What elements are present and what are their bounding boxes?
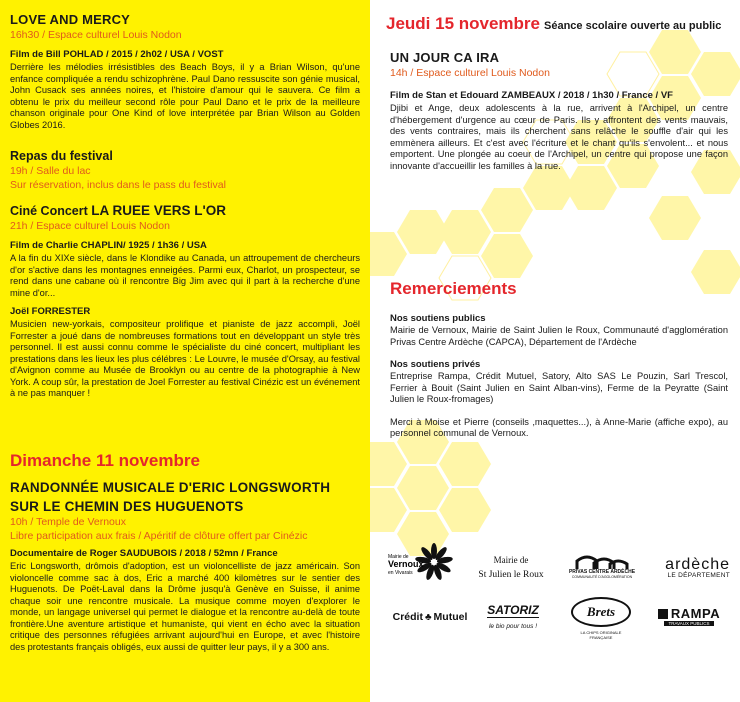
st-julien-top: Mairie de bbox=[493, 554, 529, 565]
cine-title bbox=[10, 203, 360, 219]
st-julien-logo bbox=[476, 550, 546, 584]
un-jour-block bbox=[390, 50, 728, 172]
ardeche-name: ardèche bbox=[665, 556, 730, 573]
jeudi-when: 14h / Espace culturel Louis Nodon bbox=[390, 67, 550, 79]
repas-block bbox=[10, 149, 360, 192]
rampa-logo bbox=[648, 604, 730, 628]
cine-when: 21h / Espace culturel Louis Nodon bbox=[10, 220, 170, 232]
svg-text:Vernoux: Vernoux bbox=[388, 559, 424, 569]
cine-meta: Film de Charlie CHAPLIN/ 1925 / 1h36 / USA bbox=[10, 240, 207, 251]
rampa-row bbox=[658, 606, 720, 621]
credit-label: Crédit bbox=[392, 611, 423, 623]
satoriz-name: SATORIZ bbox=[487, 602, 539, 617]
sunday-note: Libre participation aux frais / Apéritif de clôture offert par Cinézic bbox=[10, 530, 308, 542]
sunday-heading: Dimanche 11 novembre bbox=[10, 451, 200, 470]
repas-title: Repas du festival bbox=[10, 149, 113, 163]
brets-oval bbox=[571, 597, 631, 627]
film-meta: Film de Bill POHLAD / 2015 / 2h02 / USA / VOST bbox=[10, 49, 224, 60]
ardeche-sub: LE DÉPARTEMENT bbox=[667, 572, 730, 579]
sunday-title-1: RANDONNÉE MUSICALE D'ERIC LONGSWORTH bbox=[10, 480, 331, 495]
brets-sub: LA CHIPS ORIGINALE FRANÇAISE bbox=[580, 629, 622, 640]
sunday-title-2: SUR LE CHEMIN DES HUGUENOTS bbox=[10, 499, 244, 514]
brets-name: Brets bbox=[586, 603, 616, 619]
vernoux-logo bbox=[386, 540, 456, 590]
privas-logo bbox=[566, 550, 638, 584]
private-supporters-text: Entreprise Rampa, Crédit Mutuel, Satory, Alto SAS Le Pouzin, Sarl Trescol, Ferrier à Bouit (Saint Julien en Saint Alban-vins), Ferme de la Peyratte (Saint Julien le Roux-fromages) bbox=[390, 371, 728, 404]
thanks-block bbox=[390, 279, 728, 440]
cine-description: A la fin du XIXe siècle, dans le Klondike au Canada, un attroupement de chercheurs d'or s'active dans les montagnes enneigées. Parmi eux, Charlot, un prospecteur, se rend dans une cabane où il rencontre Big Jim avec qui il part à la recherche d'une mine d'or... bbox=[10, 253, 360, 298]
love-and-mercy-block bbox=[10, 12, 360, 131]
jeudi-film-title: UN JOUR CA IRA bbox=[390, 50, 500, 65]
rampa-name: RAMPA bbox=[670, 606, 721, 621]
jeudi-heading: Jeudi 15 novembre bbox=[386, 14, 541, 33]
film-title: LOVE AND MERCY bbox=[10, 12, 131, 27]
credit-mutuel-icon: ♣ bbox=[424, 611, 432, 623]
right-column bbox=[370, 0, 740, 702]
film-description: Derrière les mélodies irrésistibles des Beach Boys, il y a Brian Wilson, qu'une enfance compliquée a rendu schizophrène. Paul Dano ressuscite son génie musical, John Cusack ses années noires, et l'histoire d'amour qui le sauvera. Ce film a obtenu le prix du meilleur second rôle pour Paul Dano et le prix de la meilleure chanson originale pour One Kind of love interprétée par Brian Wilson au Golden Globes 2016. bbox=[10, 62, 360, 130]
rampa-mark-icon bbox=[658, 609, 668, 619]
thanks-merci-text: Merci à Moise et Pierre (conseils ,maquettes...), à Anne-Marie (affiche expo), au personnel communal de Vernoux. bbox=[390, 416, 728, 438]
vernoux-flower-icon bbox=[386, 540, 456, 590]
public-supporters-heading: Nos soutiens publics bbox=[390, 313, 486, 324]
cine-film-title: LA RUEE VERS L'OR bbox=[91, 203, 226, 218]
satoriz-tagline: le bio pour tous ! bbox=[488, 622, 538, 630]
mutuel-label: Mutuel bbox=[433, 611, 468, 623]
jeudi-header bbox=[386, 14, 736, 34]
sunday-description: Eric Longsworth, drômois d'adoption, est un violoncelliste de jazz américain. Son violoncelle comme sac à dos, Eric a marché 400 kilomètres sur le sentier des Huguenots. De Poët-Laval dans la Drôme jusqu'à Genève en Suisse, il anime chaque soir une rencontre musicale. La musique comme moyen d'explorer le monde, un langage universel qui permet le dialogue et la rencontre au-delà de toute frontière.Une aventure artistique et humaniste, qui vient en écho avec la situation critique des personnes réfugiées arrivant aujourd'hui en Europe, et avec l'histoire des protestants français obligés, eux aussi de quitter leur pays, il y a 300 ans. bbox=[10, 561, 360, 652]
sunday-block bbox=[10, 451, 360, 653]
right-content bbox=[370, 0, 740, 702]
sunday-meta: Documentaire de Roger SAUDUBOIS / 2018 / 52mn / France bbox=[10, 548, 278, 559]
rampa-sub: TRAVAUX PUBLICS bbox=[664, 621, 713, 626]
satoriz-logo bbox=[480, 596, 546, 636]
brets-logo bbox=[566, 594, 636, 642]
sunday-when: 10h / Temple de Vernoux bbox=[10, 516, 126, 528]
cine-prefix: Ciné Concert bbox=[10, 204, 92, 218]
repas-note: Sur réservation, inclus dans le pass du festival bbox=[10, 179, 226, 191]
privas-arches-icon bbox=[572, 555, 632, 569]
artist-description: Musicien new-yorkais, compositeur prolifique et pianiste de jazz accompli, Joël Forrester a joué dans de nombreuses formations tout en développant un style très personnel. Il est aussi connu comme le spécialiste du ciné concert, multipliant les prestations dans les lieux les plus célébres : Le Louvre, le musée d'Orsay, au festival d'Avignon comme au Musée de Brooklyn ou au centre de la photographie à New York. A coup sûr, la prestation de Joel Forrester au festival Cinézic est un événement à ne pas manquer ! bbox=[10, 319, 360, 398]
film-when: 16h30 / Espace culturel Louis Nodon bbox=[10, 29, 182, 41]
artist-name: Joël FORRESTER bbox=[10, 306, 91, 317]
privas-name: PRIVAS CENTRE ARDÈCHE bbox=[568, 569, 636, 575]
repas-when: 19h / Salle du lac bbox=[10, 165, 91, 177]
private-supporters-heading: Nos soutiens privés bbox=[390, 359, 481, 370]
thanks-heading: Remerciements bbox=[390, 279, 517, 298]
public-supporters-text: Mairie de Vernoux, Mairie de Saint Julien le Roux, Communauté d'agglomération Privas Centre Ardèche (CAPCA), Département de l'Ardèche bbox=[390, 325, 728, 347]
jeudi-description: Djibi et Ange, deux adolescents à la rue, arrivent à l'Archipel, un centre d'hébergement d'urgence au cœur de Paris. Ils y affrontent des vents mauvais, des vents contraires, mais ils cherchent sans relâche le souffle d'air qui les emmènera ailleurs. Et c'est avec l'écriture et le chant qu'ils s'envolent... et nous emportent. Une plongée au coeur de l'Archipel, un centre qui propose une façon innovante d'accueillir les familles à la rue. bbox=[390, 103, 728, 171]
credit-mutuel-logo bbox=[384, 606, 476, 628]
jeudi-subheading: Séance scolaire ouverte au public bbox=[544, 20, 722, 32]
cine-concert-block bbox=[10, 203, 360, 400]
privas-sub: COMMUNAUTÉ D'AGGLOMÉRATION bbox=[571, 575, 633, 579]
svg-text:en Vivarais: en Vivarais bbox=[388, 570, 413, 576]
svg-text:Mairie de: Mairie de bbox=[388, 554, 409, 560]
ardeche-logo bbox=[648, 554, 730, 582]
st-julien-name: St Julien le Roux bbox=[478, 569, 544, 580]
jeudi-meta: Film de Stan et Edouard ZAMBEAUX / 2018 / 1h30 / France / VF bbox=[390, 90, 673, 101]
